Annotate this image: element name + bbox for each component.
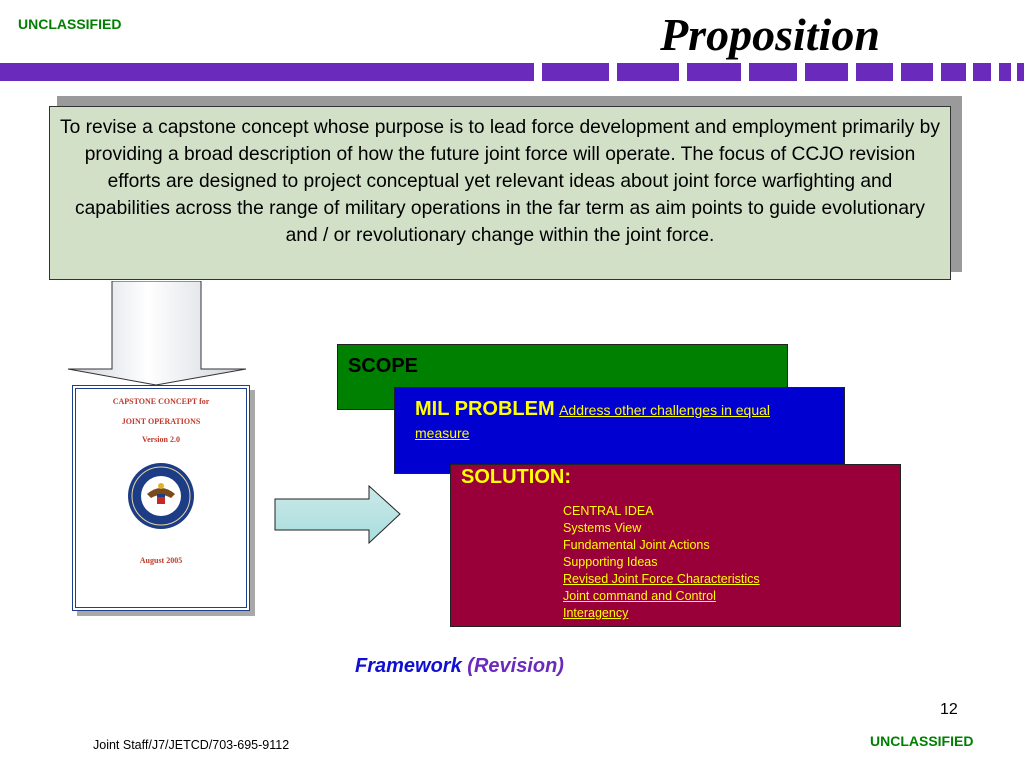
right-arrow-icon — [274, 485, 402, 545]
proposition-box — [49, 106, 951, 280]
mil-problem-content — [415, 398, 825, 445]
dod-seal-icon — [127, 462, 195, 530]
solution-label: SOLUTION: — [461, 466, 571, 488]
solution-link-joint-command-control[interactable]: Joint command and Control — [563, 589, 716, 603]
doc-version: Version 2.0 — [142, 435, 180, 444]
mil-problem-label: MIL PROBLEM — [415, 398, 555, 420]
framework-revision: (Revision) — [467, 655, 564, 677]
solution-item-central-idea: CENTRAL IDEA — [563, 504, 654, 518]
solution-item-systems-view: Systems View — [563, 521, 642, 535]
proposition-text: To revise a capstone concept whose purpose is to lead force development and employment primarily by providing a broad description of how the future joint force will operate. The focus of CCJO revision efforts are designed to project conceptual yet relevant ideas about joint force warfighting and capabilities across the range of military operations in the far term as aim points to guide evolutionary and / or revolutionary change within the joint force. — [60, 117, 940, 246]
capstone-document — [72, 385, 250, 611]
doc-title-line2: JOINT OPERATIONS — [121, 417, 201, 426]
solution-box — [450, 464, 901, 627]
doc-title-line1: CAPSTONE CONCEPT for — [112, 397, 210, 406]
solution-link-joint-force-characteristics[interactable]: Revised Joint Force Characteristics — [563, 572, 760, 586]
scope-label: SCOPE — [348, 355, 419, 377]
classification-bottom: UNCLASSIFIED — [870, 733, 974, 749]
doc-date: August 2005 — [139, 556, 183, 565]
solution-item-supporting-ideas: Supporting Ideas — [563, 555, 658, 569]
classification-top: UNCLASSIFIED — [18, 16, 122, 32]
solution-link-interagency[interactable]: Interagency — [563, 606, 629, 620]
mil-problem-link[interactable]: Address other challenges in equal measure — [415, 402, 771, 441]
solution-item-fundamental-joint-actions: Fundamental Joint Actions — [563, 538, 710, 552]
solution-list — [563, 503, 760, 622]
framework-caption — [355, 655, 564, 678]
page-number: 12 — [940, 701, 958, 718]
footer-contact: Joint Staff/J7/JETCD/703-695-9112 — [93, 738, 290, 752]
slide-title: Proposition — [660, 9, 880, 60]
framework-label: Framework — [355, 655, 462, 677]
mil-problem-box — [394, 387, 845, 474]
down-arrow-icon — [66, 281, 248, 387]
